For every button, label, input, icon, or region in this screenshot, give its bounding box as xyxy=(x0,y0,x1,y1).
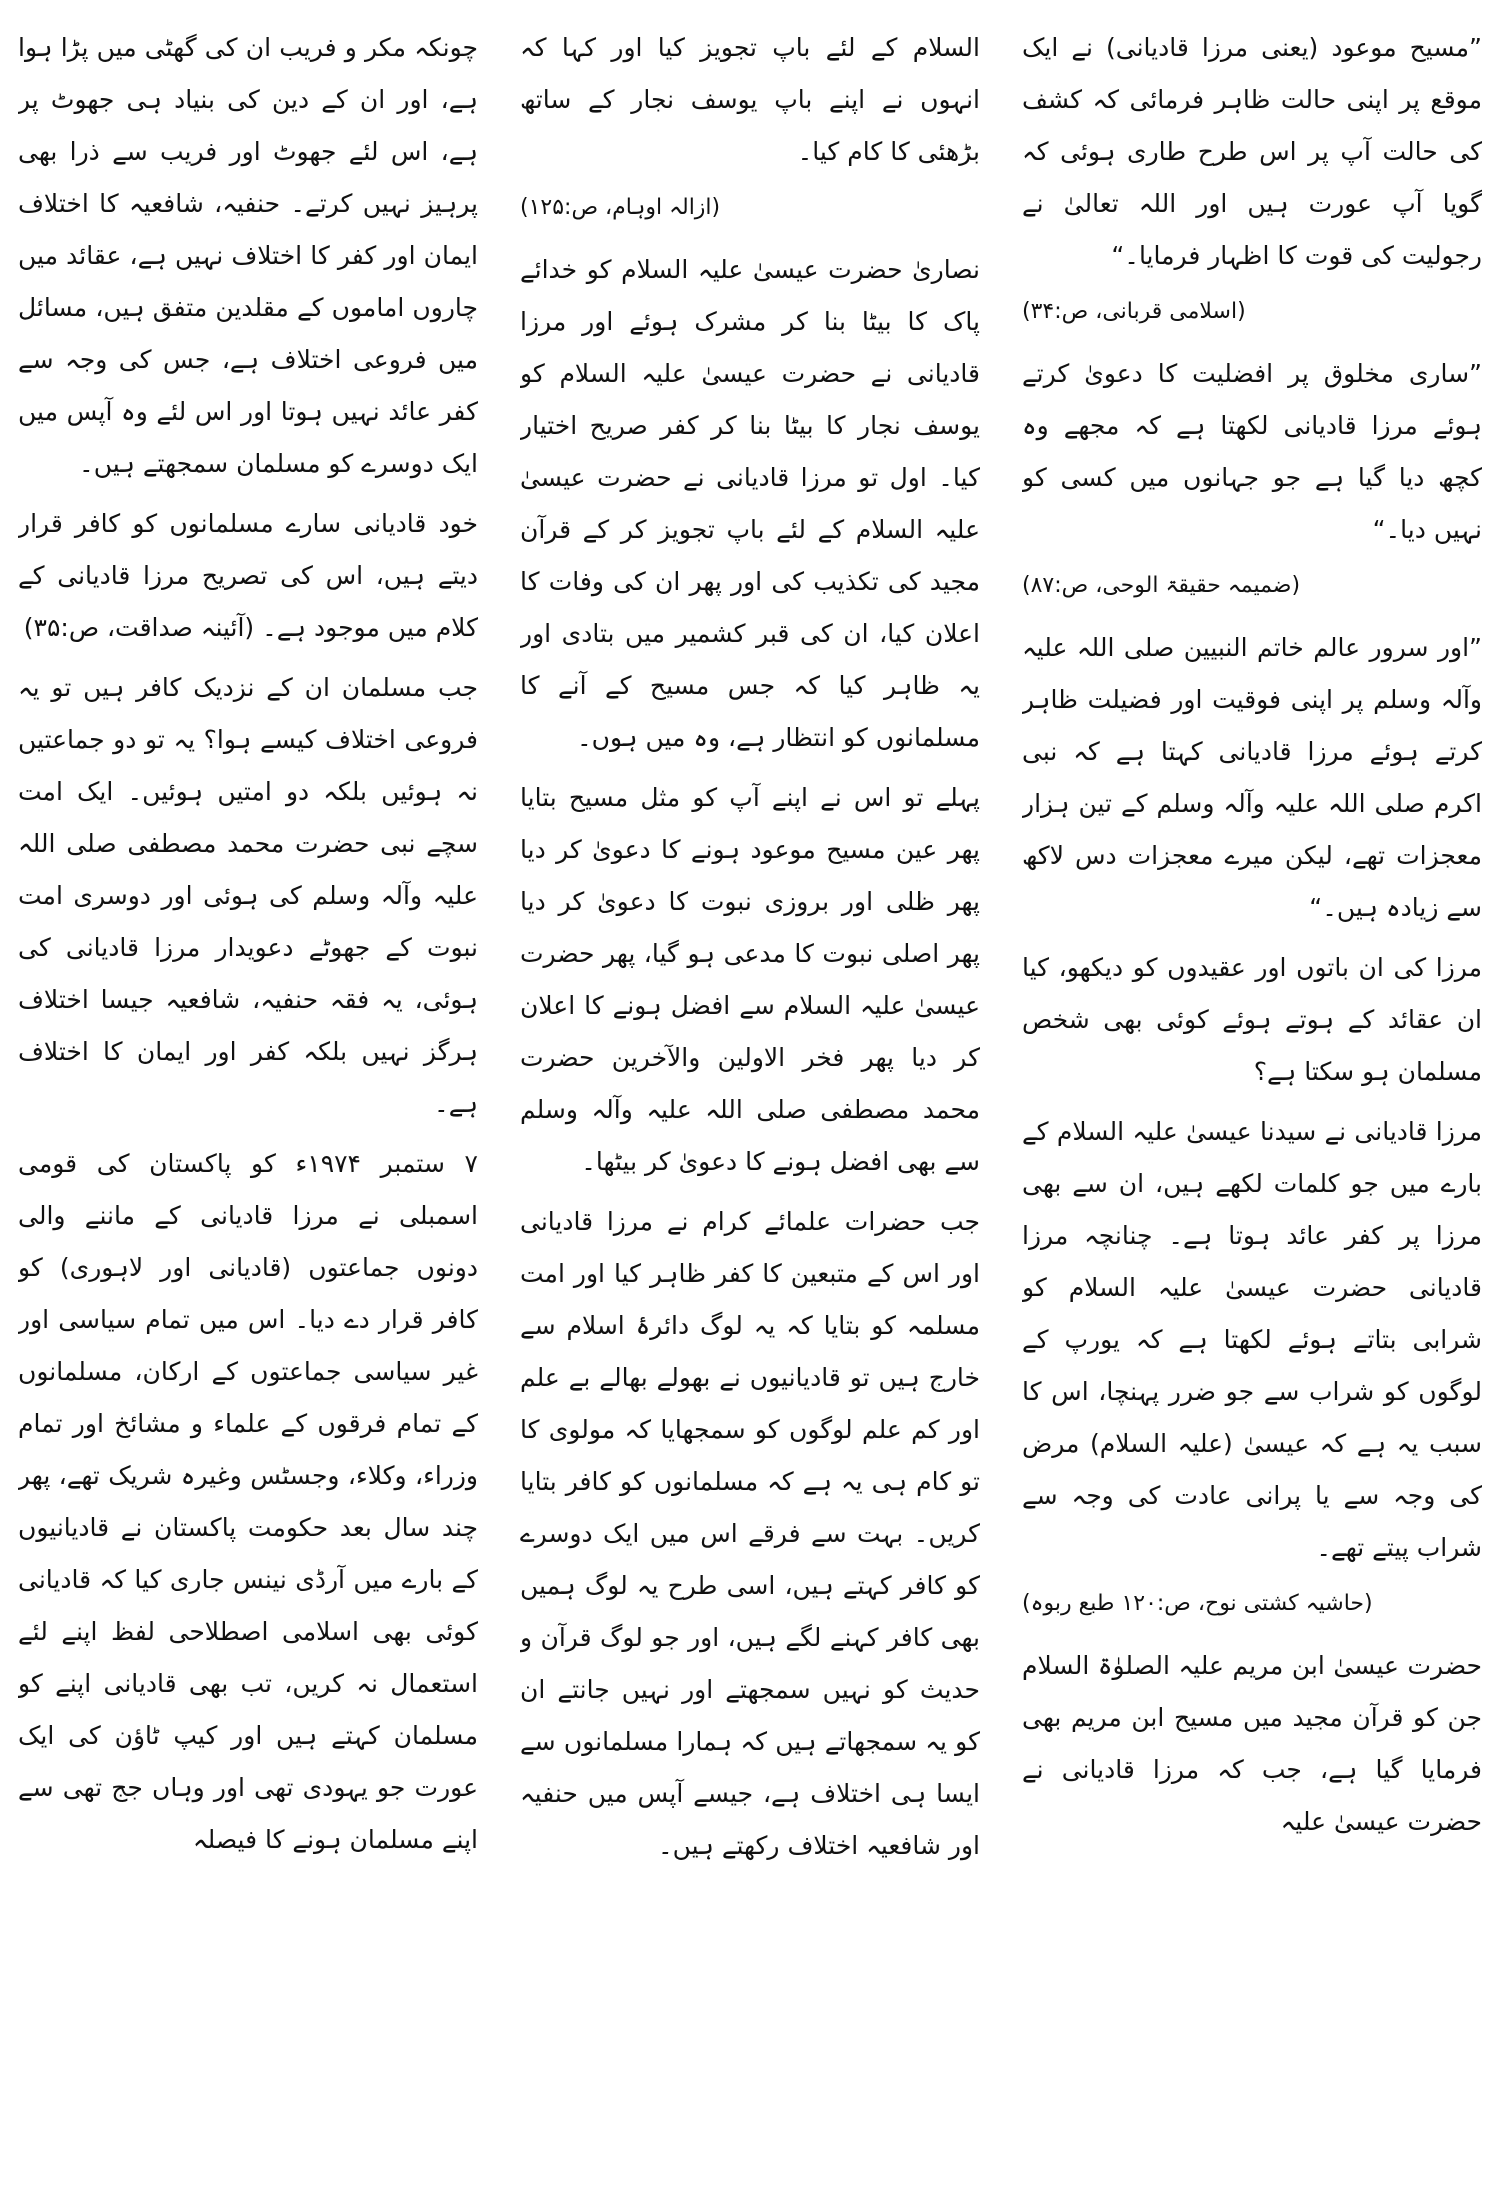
paragraph: نصاریٰ حضرت عیسیٰ علیہ السلام کو خدائے پاک کا بیٹا بنا کر مشرک ہوئے اور مرزا قادیانی نے حضرت عیسیٰ علیہ السلام کو یوسف نجار کا بیٹا بنا کر کفر صریح اختیار کیا۔ اول تو مرزا قادیانی نے حضرت عیسیٰ علیہ السلام کے لئے باپ تجویز کر کے قرآن مجید کی تکذیب کی اور پھر ان کی وفات کا اعلان کیا، ان کی قبر کشمیر میں بتادی اور یہ ظاہر کیا کہ جس مسیح کے آنے کا مسلمانوں کو انتظار ہے، وہ میں ہوں۔ xyxy=(520,255,980,752)
paragraph: مرزا قادیانی نے سیدنا عیسیٰ علیہ السلام کے بارے میں جو کلمات لکھے ہیں، ان سے بھی مرزا پر کفر عائد ہوتا ہے۔ چنانچہ مرزا قادیانی حضرت عیسیٰ علیہ السلام کو شرابی بتاتے ہوئے لکھتا ہے کہ یورپ کے لوگوں کو شراب سے جو ضرر پہنچا، اس کا سبب یہ ہے کہ عیسیٰ (علیہ السلام) مرض کی وجہ سے یا پرانی عادت کی وجہ سے شراب پیتے تھے۔ xyxy=(1022,1117,1482,1562)
text-column-left xyxy=(18,22,478,2182)
paragraph: مرزا کی ان باتوں اور عقیدوں کو دیکھو، کیا ان عقائد کے ہوتے ہوئے کوئی بھی شخص مسلمان ہو سکتا ہے؟ xyxy=(1022,953,1482,1086)
text-column-middle xyxy=(520,22,980,2182)
paragraph: چونکہ مکر و فریب ان کی گھٹی میں پڑا ہوا ہے، اور ان کے دین کی بنیاد ہی جھوٹ پر ہے، اس لئے جھوٹ اور فریب سے ذرا بھی پرہیز نہیں کرتے۔ حنفیہ، شافعیہ کا اختلاف ایمان اور کفر کا اختلاف نہیں ہے، عقائد میں چاروں اماموں کے مقلدین متفق ہیں، مسائل میں فروعی اختلاف ہے، جس کی وجہ سے کفر عائد نہیں ہوتا اور اس لئے وہ آپس میں ایک دوسرے کو مسلمان سمجھتے ہیں۔ xyxy=(18,33,478,478)
paragraph: خود قادیانی سارے مسلمانوں کو کافر قرار دیتے ہیں، اس کی تصریح مرزا قادیانی کے کلام میں موجود ہے۔ (آئینہ صداقت، ص:۳۵) xyxy=(18,509,478,642)
citation: (حاشیہ کشتی نوح، ص:۱۲۰ طبع ربوہ) xyxy=(1022,1591,1373,1616)
paragraph: حضرت عیسیٰ ابن مریم علیہ الصلوٰۃ السلام جن کو قرآن مجید میں مسیح ابن مریم بھی فرمایا گیا ہے، جب کہ مرزا قادیانی نے حضرت عیسیٰ علیہ xyxy=(1022,1651,1482,1836)
paragraph: جب مسلمان ان کے نزدیک کافر ہیں تو یہ فروعی اختلاف کیسے ہوا؟ یہ تو دو جماعتیں نہ ہوئیں بلکہ دو امتیں ہوئیں۔ ایک امت سچے نبی حضرت محمد مصطفی صلی اللہ علیہ وآلہ وسلم کی ہوئی اور دوسری امت نبوت کے جھوٹے دعویدار مرزا قادیانی کی ہوئی، یہ فقہ حنفیہ، شافعیہ جیسا اختلاف ہرگز نہیں بلکہ کفر اور ایمان کا اختلاف ہے۔ xyxy=(18,673,478,1118)
paragraph: ”ساری مخلوق پر افضلیت کا دعویٰ کرتے ہوئے مرزا قادیانی لکھتا ہے کہ مجھے وہ کچھ دیا گیا ہے جو جہانوں میں کسی کو نہیں دیا۔“ xyxy=(1022,359,1482,544)
paragraph: پہلے تو اس نے اپنے آپ کو مثل مسیح بتایا پھر عین مسیح موعود ہونے کا دعویٰ کر دیا پھر ظلی اور بروزی نبوت کا دعویٰ کر دیا پھر اصلی نبوت کا مدعی ہو گیا، پھر حضرت عیسیٰ علیہ السلام سے افضل ہونے کا اعلان کر دیا پھر فخر الاولین والآخرین حضرت محمد مصطفی صلی اللہ علیہ وآلہ وسلم سے بھی افضل ہونے کا دعویٰ کر بیٹھا۔ xyxy=(520,783,980,1176)
text-column-right xyxy=(1022,22,1482,2182)
paragraph: جب حضرات علمائے کرام نے مرزا قادیانی اور اس کے متبعین کا کفر ظاہر کیا اور امت مسلمہ کو بتایا کہ یہ لوگ دائرۂ اسلام سے خارج ہیں تو قادیانیوں نے بھولے بھالے بے علم اور کم علم لوگوں کو سمجھایا کہ مولوی کا تو کام ہی یہ ہے کہ مسلمانوں کو کافر بتایا کریں۔ بہت سے فرقے اس میں ایک دوسرے کو کافر کہتے ہیں، اسی طرح یہ لوگ ہمیں بھی کافر کہنے لگے ہیں، اور جو لوگ قرآن و حدیث کو نہیں سمجھتے اور نہیں جانتے ان کو یہ سمجھاتے ہیں کہ ہمارا مسلمانوں سے ایسا ہی اختلاف ہے، جیسے آپس میں حنفیہ اور شافعیہ اختلاف رکھتے ہیں۔ xyxy=(520,1207,980,1860)
citation: (ضمیمہ حقیقۃ الوحی، ص:۸۷) xyxy=(1022,573,1301,598)
paragraph: ۷ ستمبر ۱۹۷۴ء کو پاکستان کی قومی اسمبلی نے مرزا قادیانی کے ماننے والی دونوں جماعتوں (قادیانی اور لاہوری) کو کافر قرار دے دیا۔ اس میں تمام سیاسی اور غیر سیاسی جماعتوں کے ارکان، مسلمانوں کے تمام فرقوں کے علماء و مشائخ اور تمام وزراء، وکلاء، وجسٹس وغیرہ شریک تھے، پھر چند سال بعد حکومت پاکستان نے قادیانیوں کے بارے میں آرڈی نینس جاری کیا کہ قادیانی کوئی بھی اسلامی اصطلاحی لفظ اپنے لئے استعمال نہ کریں، تب بھی قادیانی اپنے کو مسلمان کہتے ہیں اور کیپ ٹاؤن کی ایک عورت جو یہودی تھی اور وہاں جج تھی سے اپنے مسلمان ہونے کا فیصلہ xyxy=(18,1149,478,1854)
citation: (ازالہ اوہام، ص:۱۲۵) xyxy=(520,195,721,220)
paragraph: ”اور سرور عالم خاتم النبیین صلی اللہ علیہ وآلہ وسلم پر اپنی فوقیت اور فضیلت ظاہر کرتے ہوئے مرزا قادیانی کہتا ہے کہ نبی اکرم صلی اللہ علیہ وآلہ وسلم کے تین ہزار معجزات تھے، لیکن میرے معجزات دس لاکھ سے زیادہ ہیں۔“ xyxy=(1022,633,1482,922)
paragraph: السلام کے لئے باپ تجویز کیا اور کہا کہ انہوں نے اپنے باپ یوسف نجار کے ساتھ بڑھئی کا کام کیا۔ xyxy=(520,33,980,166)
newspaper-page xyxy=(18,22,1482,2182)
paragraph: ”مسیح موعود (یعنی مرزا قادیانی) نے ایک موقع پر اپنی حالت ظاہر فرمائی کہ کشف کی حالت آپ پر اس طرح طاری ہوئی کہ گویا آپ عورت ہیں اور اللہ تعالیٰ نے رجولیت کی قوت کا اظہار فرمایا۔“ xyxy=(1022,33,1482,270)
citation: (اسلامی قربانی، ص:۳۴) xyxy=(1022,299,1246,324)
